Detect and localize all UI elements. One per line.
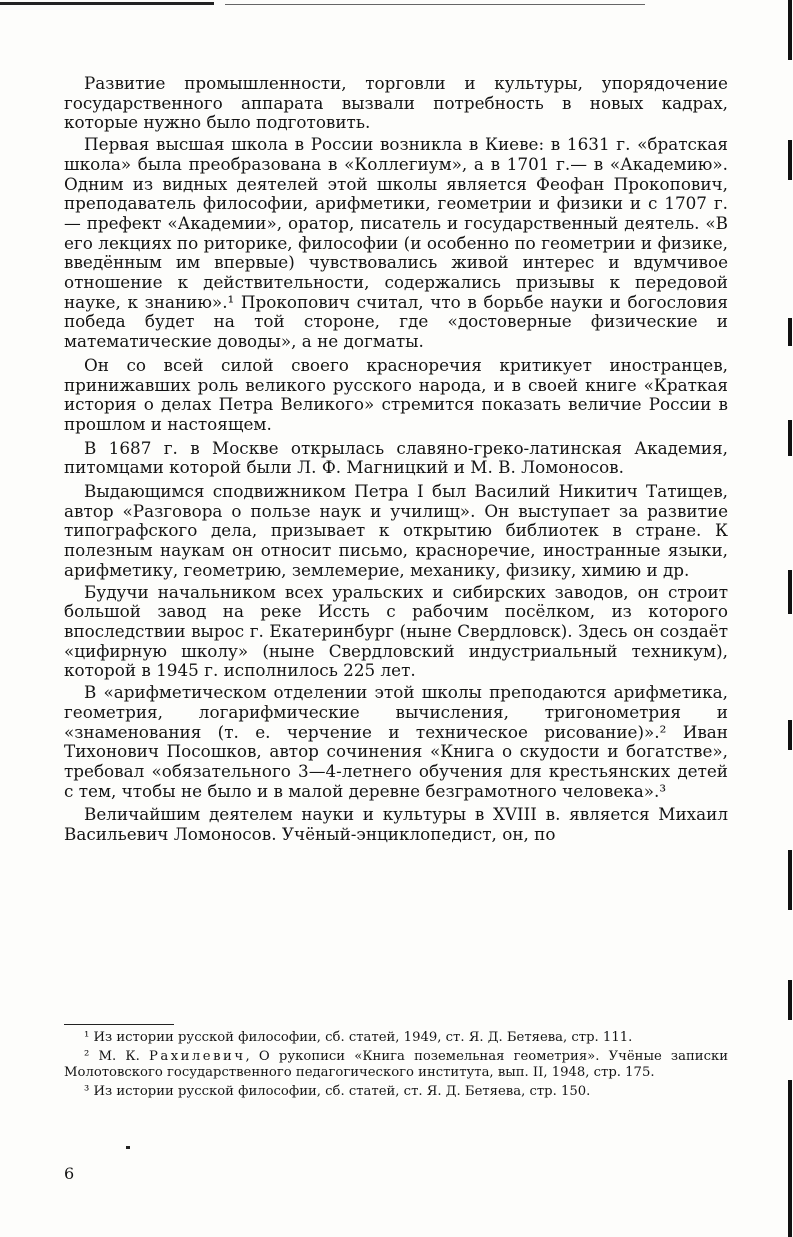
paragraph: Первая высшая школа в России возникла в Киеве: в 1631 г. «братская школа» была преобразована в «Коллегиум», а в 1701 г.— в «Академию». Одним из видных деятелей этой школы является Феофан Прокопович, преподаватель философии, арифметики, геометрии и физики и с 1707 г.— префект «Академии», оратор, писатель и государственный деятель. «В его лекциях по риторике, философии (и особенно по геометрии и физике, введённым им впервые) чувствовались живой интерес и вдумчивое отношение к действительности, содержались призывы к передовой науке, к знанию».¹ Прокопович считал, что в борьбе науки и богословия победа будет на той стороне, где «достоверные физические и математические доводы», а не догматы. [64, 134, 728, 352]
scan-edge [787, 0, 793, 1237]
ink-speck [126, 1146, 130, 1149]
footnote-2-mark: ² М. К. [84, 1048, 149, 1064]
footnote-rule [64, 1024, 174, 1025]
paragraph: В 1687 г. в Москве открылась славяно-греко-латинская Академия, питомцами которой были Л. Ф. Магницкий и М. В. Ломоносов. [64, 437, 728, 478]
top-rule [0, 2, 214, 5]
page-number: 6 [64, 1164, 75, 1183]
footnote-2-author: Рахилевич [148, 1048, 246, 1064]
paragraph: Он со всей силой своего красноречия критикует иностранцев, принижавших роль великого русского народа, и в своей книге «Краткая история о делах Петра Великого» стремится показать величие России в прошлом и настоящем. [64, 354, 728, 434]
paragraph: Будучи начальником всех уральских и сибирских заводов, он строит большой завод на реке Иссть с рабочим посёлком, из которого впоследствии вырос г. Екатеринбург (ныне Свердловск). Здесь он создаёт «цифирную школу» (ныне Свердловский индустриальный техникум), которой в 1945 г. исполнилось 225 лет. [64, 581, 728, 681]
paragraph: В «арифметическом отделении этой школы преподаются арифметика, геометрия, логарифмические вычисления, тригонометрия и «знаменования (т. е. черчение и техническое рисование)».² Иван Тихонович Посошков, автор сочинения «Книга о скудости и богатстве», требовал «обязательного 3—4-летнего обучения для крестьянских детей с тем, чтобы не было и в малой деревне безграмотного человека».³ [64, 682, 728, 801]
paragraph: Величайшим деятелем науки и культуры в XVIII в. является Михаил Васильевич Ломоносов. Учёный-энциклопедист, он, по [64, 804, 728, 845]
footnote-1: ¹ Из истории русской философии, сб. статей, 1949, ст. Я. Д. Бетяева, стр. 111. [84, 1030, 633, 1045]
footnotes [64, 1030, 728, 1102]
footnote-2 [64, 1049, 728, 1082]
paragraph: Развитие промышленности, торговли и культуры, упорядочение государственного аппарата вызвали потребность в новых кадрах, которые нужно было подготовить. [64, 73, 728, 133]
body-text [64, 74, 728, 847]
footnote-3: ³ Из истории русской философии, сб. статей, ст. Я. Д. Бетяева, стр. 150. [84, 1083, 591, 1099]
footnote-2-text: , О рукописи «Книга поземельная геометрия». Учёные записки Молотовского государственного педагогического института, вып. II, 1948, стр. 175. [64, 1048, 728, 1080]
paragraph: Выдающимся сподвижником Петра I был Василий Никитич Татищев, автор «Разговора о пользе наук и училищ». Он выступает за развитие типографского дела, призывает к открытию библиотек в стране. К полезным наукам он относит письмо, красноречие, иностранные языки, арифметику, геометрию, землемерие, механику, физику, химию и др. [64, 481, 728, 580]
top-rule-thin [225, 4, 645, 5]
